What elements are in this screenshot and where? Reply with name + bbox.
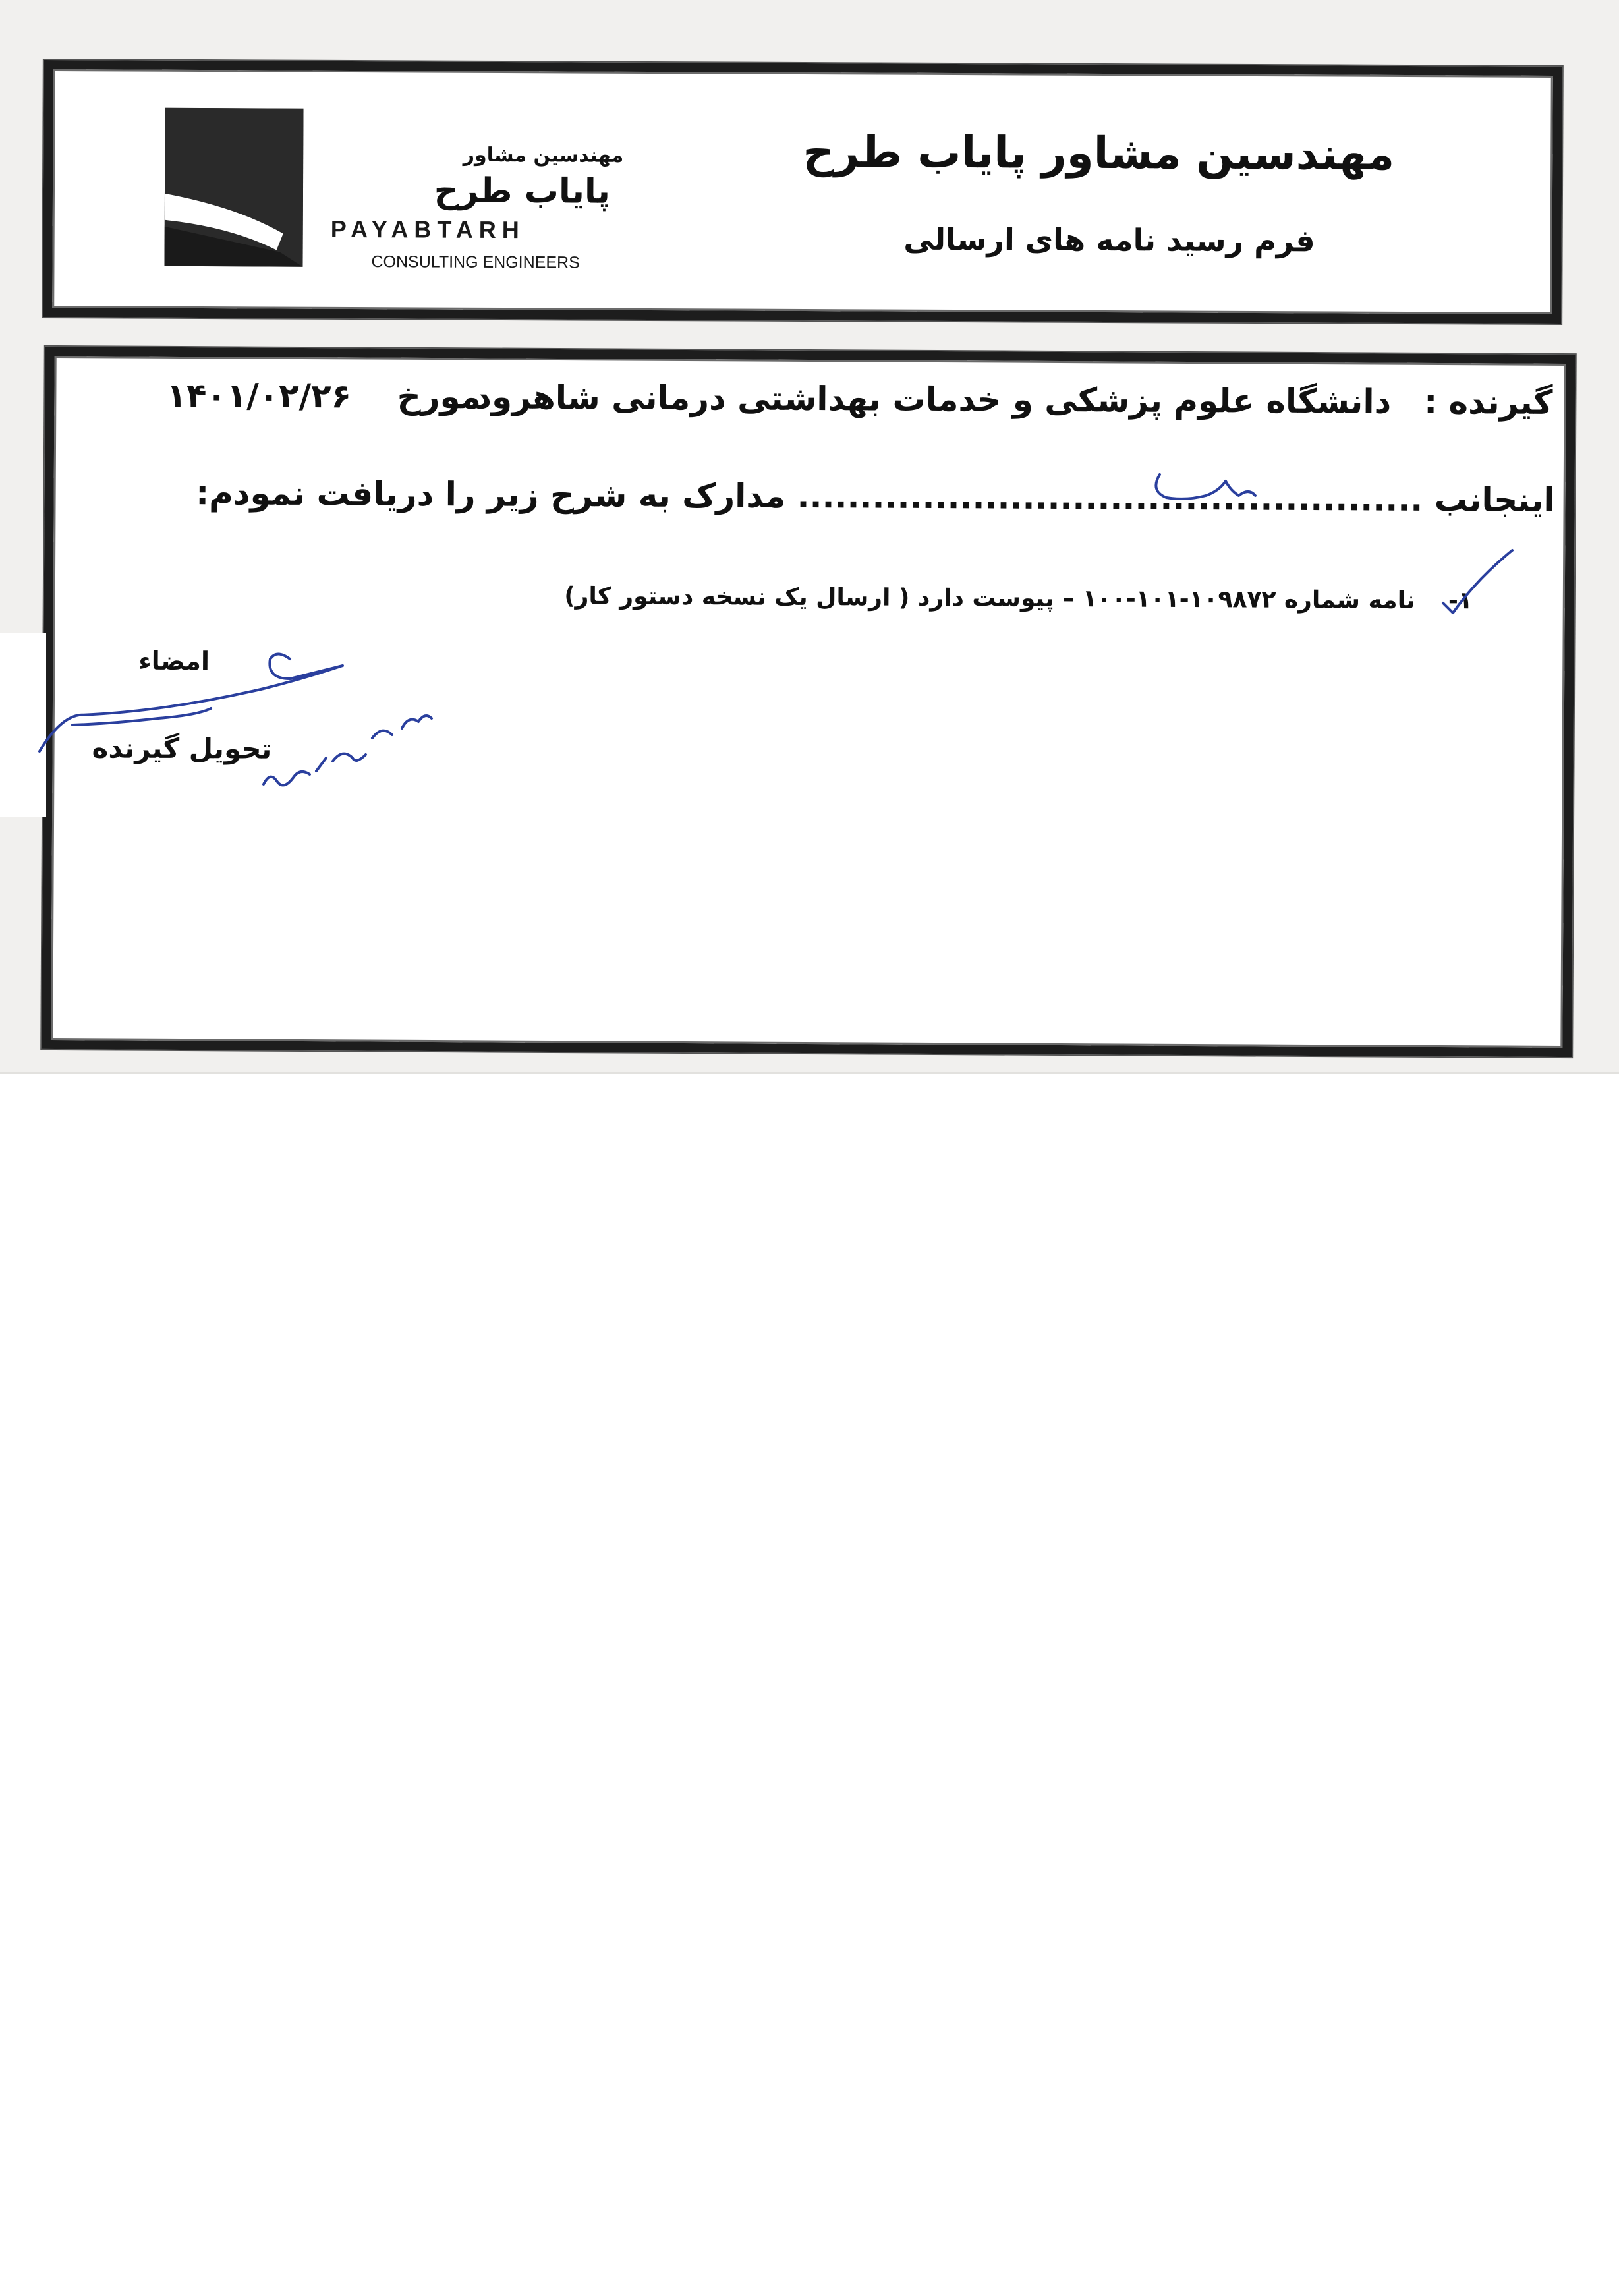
signature-label: امضاء [138,646,210,676]
scan-edge-mask [0,633,46,817]
recipient-line [474,378,1552,422]
list-item [564,583,1473,614]
date-label: مورخ [397,377,482,416]
company-logo [164,108,303,267]
logo-english-name: PAYABTARH [330,215,525,244]
intro-prefix: اینجانب [1434,480,1555,519]
intro-line [196,474,1555,519]
logo-english-subtitle: CONSULTING ENGINEERS [371,252,580,272]
recipient-label: گیرنده : [1424,382,1553,422]
intro-suffix: مدارک به شرح زیر را دریافت نمودم: [196,474,786,515]
company-title: مهندسین مشاور پایاب طرح [803,127,1395,180]
scanned-form-area [0,0,1619,1074]
logo-mark-icon [164,108,303,267]
logo-persian-name: پایاب طرح [434,171,611,212]
item-text: نامه شماره ۱۰۹۸۷۲-۱۰۱-۱۰۰ – پیوست دارد ( ارسال یک نسخه دستور کار) [564,583,1415,614]
item-number: ۱- [1448,587,1473,615]
receipt-body [42,347,1576,1057]
form-header [43,60,1562,324]
form-title: فرم رسید نامه های ارسالی [903,221,1315,259]
delivery-label: تحویل گیرنده [92,732,272,765]
logo-persian-subtitle: مهندسین مشاور [463,143,624,167]
recipient-value: دانشگاه علوم پزشکی و خدمات بهداشتی درمانی شاهرود [474,378,1392,421]
intro-dots: .................................................. [797,476,1423,519]
date-line [166,376,481,416]
date-value: ۱۴۰۱/۰۲/۲۶ [166,376,352,416]
